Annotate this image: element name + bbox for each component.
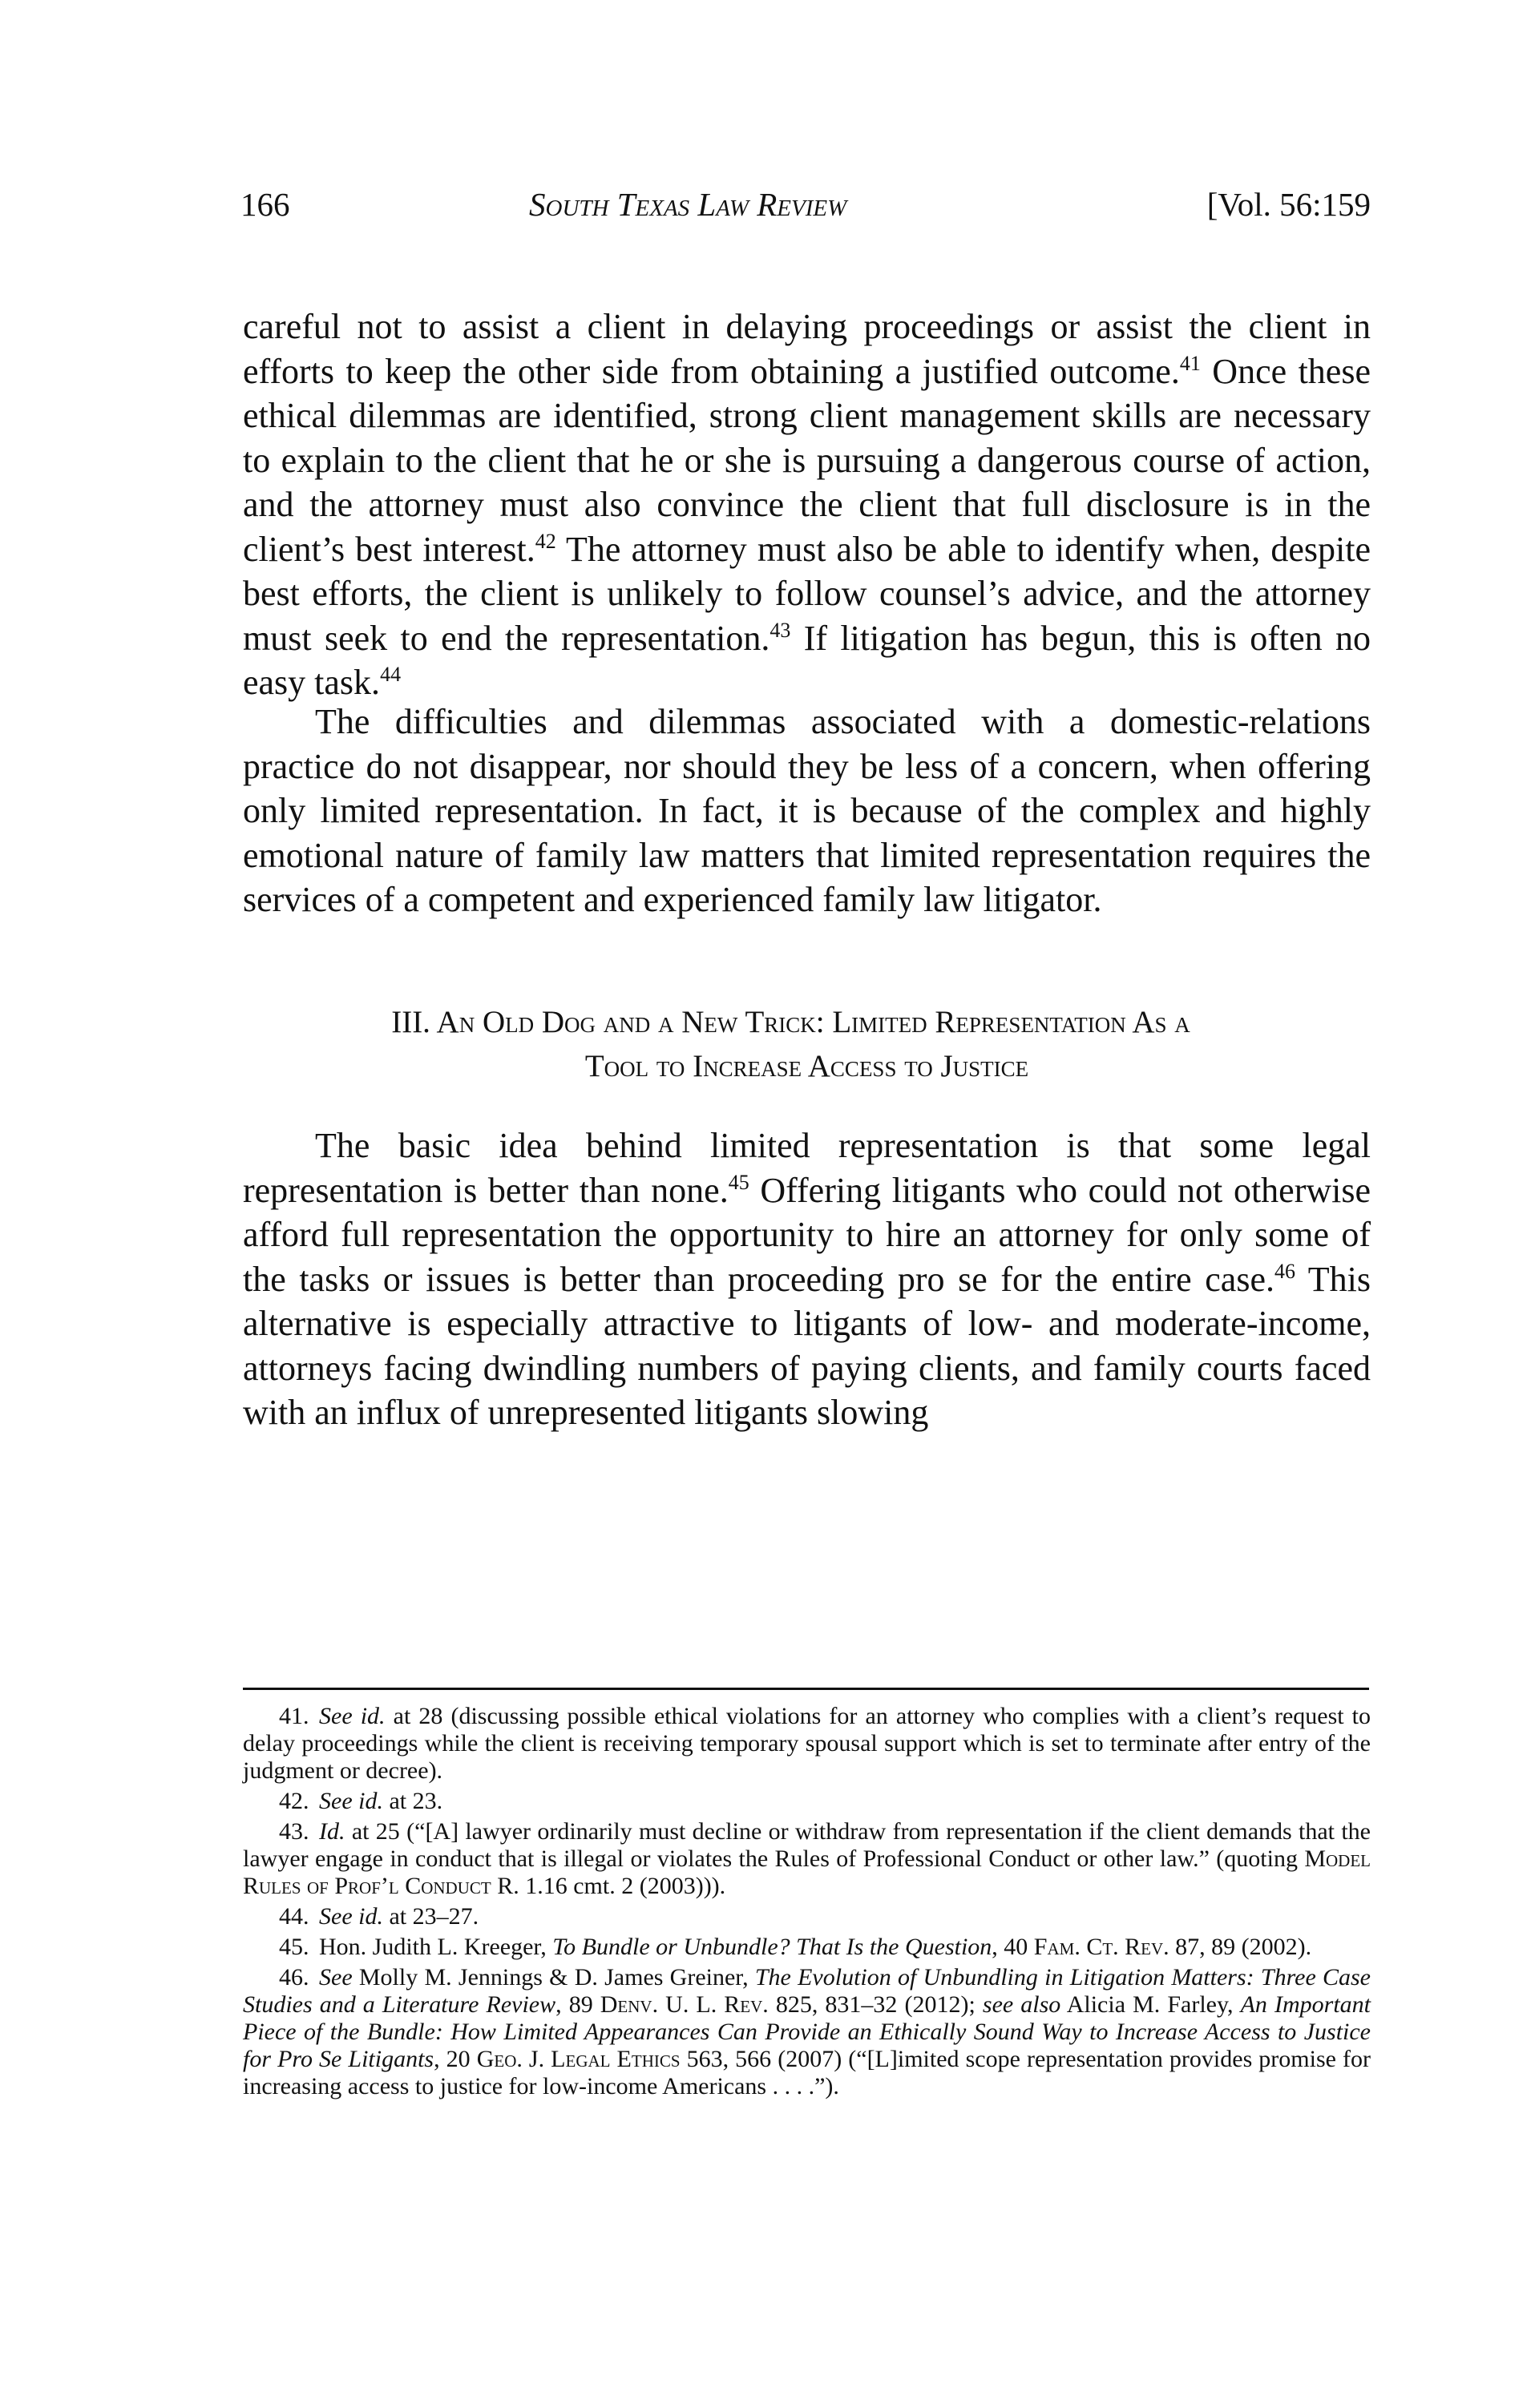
section-heading-line-2: Tool to Increase Access to Justice: [584, 1049, 1029, 1083]
footnote-ref-44[interactable]: 44: [380, 663, 402, 686]
footnote-46: 46. See Molly M. Jennings & D. James Greiner, The Evolution of Unbundling in Litigation Matters: Three Case Studies and a Literature Review, 89 Denv. U. L. Rev. 825, 831–32 (2012); see also Alicia M. Farley, An Important Piece of the Bundle: How Limited Appearances Can Provide an Ethically Sound Way to Increase Access to Justice for Pro Se Litigants, 20 Geo. J. Legal Ethics 563, 566 (2007) (“[L]imited scope representation provides promise for increasing access to justice for low-income Americans . . . .”).: [243, 1964, 1371, 2099]
body-paragraph-2: The difficulties and dilemmas associated with a domestic-relations practice do not disappear, nor should they be less of a concern, when offering only limited representation. In fact, it is because of the complex and highly emotional nature of family law matters that limited representation requires the services of a competent and experienced family law litigator.: [243, 702, 1371, 919]
volume-citation: [Vol. 56:159: [1206, 186, 1371, 223]
section-heading: [243, 1000, 1371, 1088]
footnote-43: 43. Id. at 25 (“[A] lawyer ordinarily must decline or withdraw from representation if the client demands that the lawyer engage in conduct that is illegal or violates the Rules of Professional Conduct or other law.” (quoting Model Rules of Prof’l Conduct R. 1.16 cmt. 2 (2003))).: [243, 1818, 1371, 1899]
section-heading-line-1: III. An Old Dog and a New Trick: Limited Representation As a: [391, 1005, 1190, 1039]
footnote-ref-42[interactable]: 42: [535, 529, 556, 553]
footnote-44: 44. See id. at 23–27.: [279, 1903, 479, 1930]
journal-title: South Texas Law Review: [529, 186, 847, 223]
footnote-42: 42. See id. at 23.: [279, 1788, 443, 1814]
footnote-45: 45. Hon. Judith L. Kreeger, To Bundle or Unbundle? That Is the Question, 40 Fam. Ct. Rev. 87, 89 (2002).: [279, 1934, 1312, 1960]
footnote-divider: [243, 1688, 1369, 1690]
body-paragraph-3: The basic idea behind limited representation is that some legal representation is better than none.$^{45}$ Offering litigants who could not otherwise afford full representation the opportunity to hire an attorney for only some of the tasks or issues is better than proceeding pro se for the entire case.$^{46}$ This alternative is especially attractive to litigants of low- and moderate-income, attorneys facing dwindling numbers of paying clients, and family courts faced with an influx of unrepresented litigants slowing: [243, 1126, 1371, 1432]
page-number: 166: [240, 186, 290, 223]
footnote-ref-46[interactable]: 46: [1274, 1259, 1295, 1283]
running-header: [240, 180, 1371, 228]
footnote-ref-41[interactable]: 41: [1179, 351, 1201, 375]
footnotes: [243, 1703, 1371, 2103]
body-paragraph-1: careful not to assist a client in delaying proceedings or assist the client in efforts to keep the other side from obtaining a justified outcome.$^{41}$ Once these ethical dilemmas are identified, strong client management skills are necessary to explain to the client that he or she is pursuing a dangerous course of action, and the attorney must also convince the client that full disclosure is in the client’s best interest.$^{42}$ The attorney must also be able to identify when, despite best efforts, the client is unlikely to follow counsel’s advice, and the attorney must seek to end the representation.$^{43}$ If litigation has begun, this is often no easy task.$^{44}$: [243, 307, 1371, 702]
footnote-ref-45[interactable]: 45: [728, 1170, 749, 1194]
footnote-41: 41. See id. at 28 (discussing possible ethical violations for an attorney who complies with a client’s request to delay proceedings while the client is receiving temporary spousal support which is set to terminate after entry of the judgment or decree).: [243, 1703, 1371, 1784]
footnote-ref-43[interactable]: 43: [770, 618, 791, 642]
